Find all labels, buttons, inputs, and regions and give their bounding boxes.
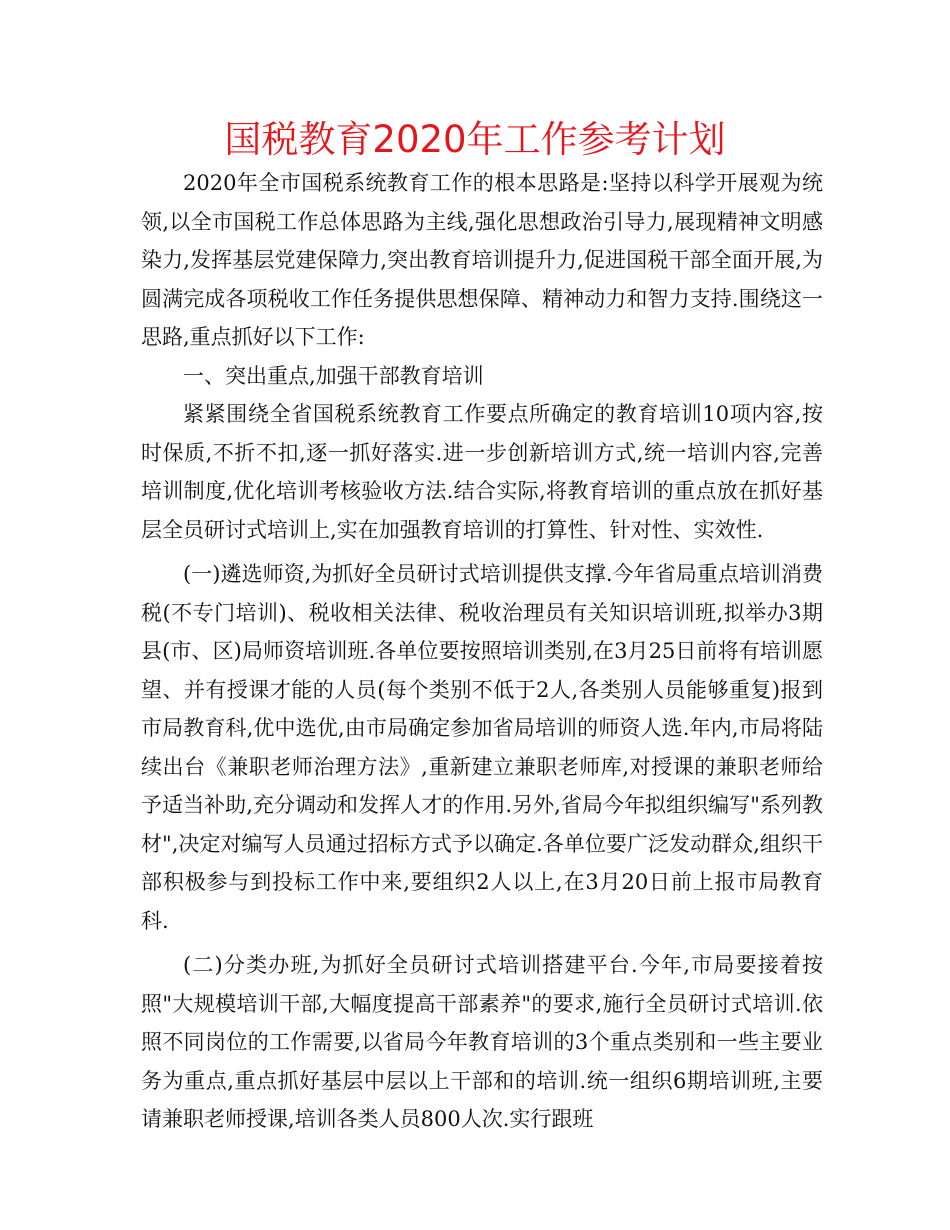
document-title: 国税教育2020年工作参考计划 bbox=[224, 118, 726, 161]
paragraph-subsection-1: (一)遴选师资,为抓好全员研讨式培训提供支撑.今年省局重点培训消费税(不专门培训)、税收相关法律、税收治理员有关知识培训班,拟举办3期县(市、区)局师资培训班.各单位要按照培训类别,在3月25日前将有培训愿望、并有授课才能的人员(每个类别不低于2人,各类别人员能够重复)报到市局教育科,优中选优,由市局确定参加省局培训的师资人选.年内,市局将陆续出台《兼职老师治理方法》,重新建立兼职老师库,对授课的兼职老师给予适当补助,充分调动和发挥人才的作用.另外,省局今年拟组织编写"系列教材",决定对编写人员通过招标方式予以确定.各单位要广泛发动群众,组织干部积极参与到投标工作中来,要组织2人以上,在3月20日前上报市局教育科. bbox=[141, 562, 823, 933]
section-heading-1: 一、突出重点,加强干部教育培训 bbox=[183, 363, 484, 388]
paragraph-intro: 2020年全市国税系统教育工作的根本思路是:坚持以科学开展观为统领,以全市国税工作总体思路为主线,强化思想政治引导力,展现精神文明感染力,发挥基层党建保障力,突出教育培训提升力,促进国税干部全面开展,为圆满完成各项税收工作任务提供思想保障、精神动力和智力支持.围绕这一思路,重点抓好以下工作: bbox=[141, 171, 823, 349]
document-body bbox=[141, 164, 823, 1139]
paragraph-section-1: 紧紧围绕全省国税系统教育工作要点所确定的教育培训10项内容,按时保质,不折不扣,逐一抓好落实.进一步创新培训方式,统一培训内容,完善培训制度,优化培训考核验收方法.结合实际,将教育培训的重点放在抓好基层全员研讨式培训上,实在加强教育培训的打算性、针对性、实效性. bbox=[141, 402, 823, 542]
paragraph-subsection-2: (二)分类办班,为抓好全员研讨式培训搭建平台.今年,市局要接着按照"大规模培训干部,大幅度提高干部素养"的要求,施行全员研讨式培训.依照不同岗位的工作需要,以省局今年教育培训的3个重点类别和一些主要业务为重点,重点抓好基层中层以上干部和的培训.统一组织6期培训班,主要请兼职老师授课,培训各类人员800人次.实行跟班 bbox=[141, 953, 823, 1131]
